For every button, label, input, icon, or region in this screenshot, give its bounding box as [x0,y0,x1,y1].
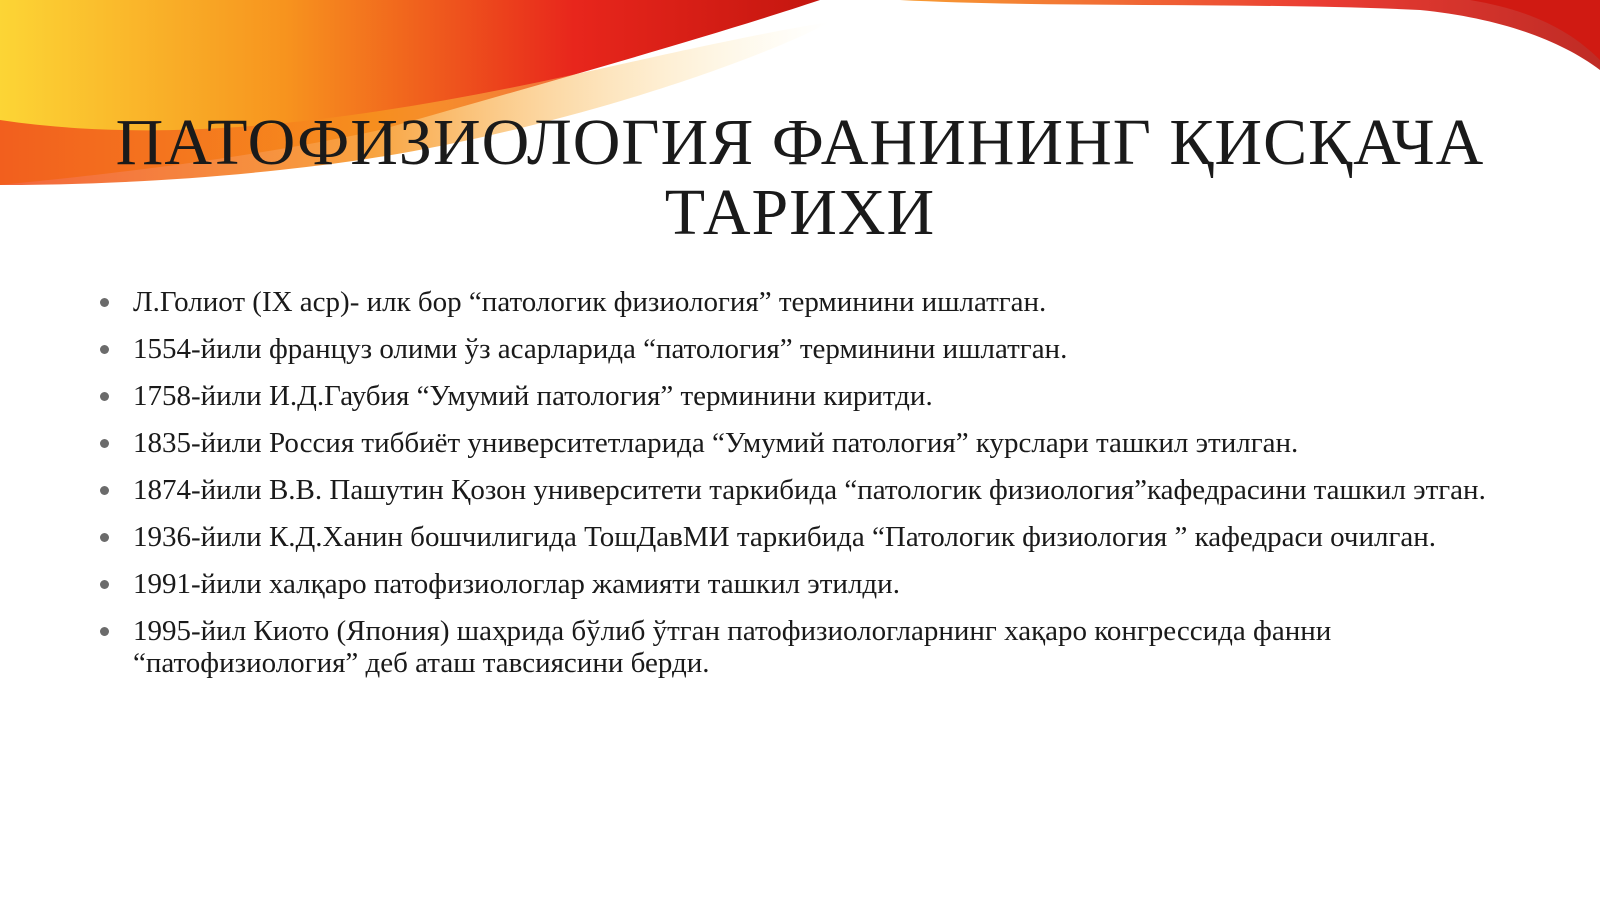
bullet-dot-icon [100,533,109,542]
list-item [100,568,1500,600]
list-item [100,521,1500,553]
list-item [100,474,1500,506]
page-title [60,108,1540,248]
list-item [100,286,1500,318]
bullet-dot-icon [100,580,109,589]
bullet-dot-icon [100,298,109,307]
list-item-text: 1874-йили В.В. Пашутин Қозон университети таркибида “патологик физиология”кафедрасини ташкил этган. [133,474,1486,506]
bullet-dot-icon [100,486,109,495]
list-item-text: 1991-йили халқаро патофизиологлар жамияти ташкил этилди. [133,568,900,600]
list-item [100,333,1500,365]
list-item-text: 1835-йили Россия тиббиёт университетларида “Умумий патология” курслари ташкил этилган. [133,427,1299,459]
list-item-text: 1936-йили К.Д.Ханин бошчилигида ТошДавМИ таркибида “Патологик физиология ” кафедраси очилган. [133,521,1437,553]
bullet-dot-icon [100,392,109,401]
swoosh-band-right [900,0,1600,70]
list-item-text: 1758-йили И.Д.Гаубия “Умумий патология” терминини киритди. [133,380,933,412]
bullet-list [100,286,1500,694]
bullet-dot-icon [100,439,109,448]
list-item [100,615,1500,679]
bullet-dot-icon [100,345,109,354]
bullet-dot-icon [100,627,109,636]
title-line-2: ТАРИХИ [664,176,936,249]
list-item [100,380,1500,412]
list-item [100,427,1500,459]
list-item-text: Л.Голиот (IX аср)- илк бор “патологик физиология” терминини ишлатган. [133,286,1047,318]
list-item-text: 1554-йили француз олими ўз асарларида “патология” терминини ишлатган. [133,333,1068,365]
title-line-1: ПАТОФИЗИОЛОГИЯ ФАНИНИНГ ҚИСҚАЧА [115,106,1485,179]
list-item-text: 1995-йил Киото (Япония) шаҳрида бўлиб ўтган патофизиологларнинг хақаро конгрессида фанни “патофизиология” деб аташ тавсиясини берди. [133,615,1332,679]
